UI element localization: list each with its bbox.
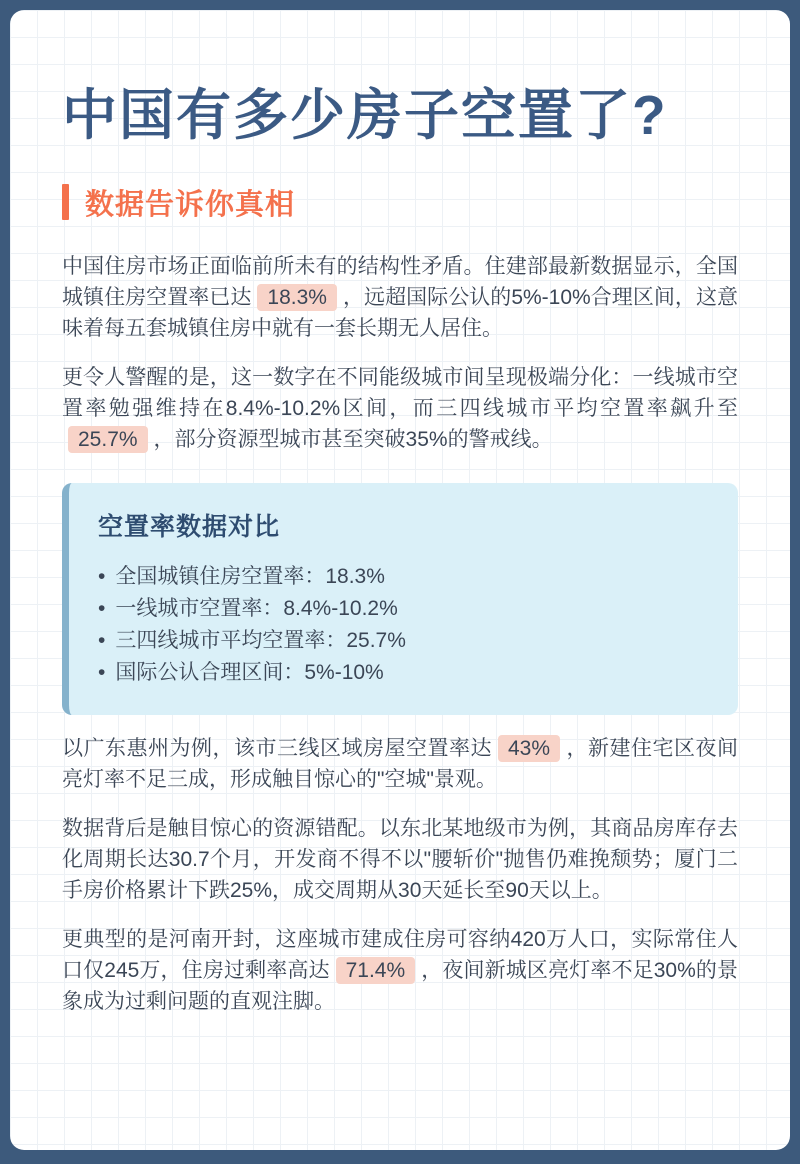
list-item: • 一线城市空置率：8.4%-10.2% [98,593,708,625]
paragraph: 更典型的是河南开封，这座城市建成住房可容纳420万人口，实际常住人口仅245万，住房过剩率高达 71.4% ，夜间新城区亮灯率不足30%的景象成为过剩问题的直观注脚。 [62,927,739,1013]
highlight-value: 43% [498,735,560,762]
data-box-title: 空置率数据对比 [98,512,281,541]
detail-paragraphs [62,733,738,1017]
data-box-list [98,561,708,689]
section-heading [62,182,738,223]
list-item: • 全国城镇住房空置率：18.3% [98,561,708,593]
paragraph: 数据背后是触目惊心的资源错配。以东北某地级市为例，其商品房库存去化周期长达30.7个月，开发商不得不以"腰斩价"抛售仍难挽颓势；厦门二手房价格累计下跌25%，成交周期从30天延长至90天以上。 [62,816,738,902]
highlight-value: 25.7% [68,426,148,453]
vacancy-data-box [62,483,738,715]
list-item: • 国际公认合理区间：5%-10% [98,657,708,689]
highlight-value: 18.3% [257,284,337,311]
intro-paragraphs [62,251,738,455]
paragraph: 中国住房市场正面临前所未有的结构性矛盾。住建部最新数据显示，全国城镇住房空置率已达 18.3% ，远超国际公认的5%-10%合理区间，这意味着每五套城镇住房中就有一套长期无人居住。 [62,254,739,340]
list-item: • 三四线城市平均空置率：25.7% [98,625,708,657]
page [10,10,790,1150]
page-title: 中国有多少房子空置了? [62,84,668,146]
section-heading-label: 数据告诉你真相 [85,188,296,221]
paragraph: 更令人警醒的是，这一数字在不同能级城市间呈现极端分化：一线城市空置率勉强维持在8.4%-10.2%区间，而三四线城市平均空置率飙升至25.7% ，部分资源型城市甚至突破35%的警戒线。 [62,365,738,451]
accent-bar [62,184,69,220]
highlight-value: 71.4% [336,957,416,984]
paragraph: 以广东惠州为例，该市三线区域房屋空置率达 43% ，新建住宅区夜间亮灯率不足三成，形成触目惊心的"空城"景观。 [62,736,739,791]
